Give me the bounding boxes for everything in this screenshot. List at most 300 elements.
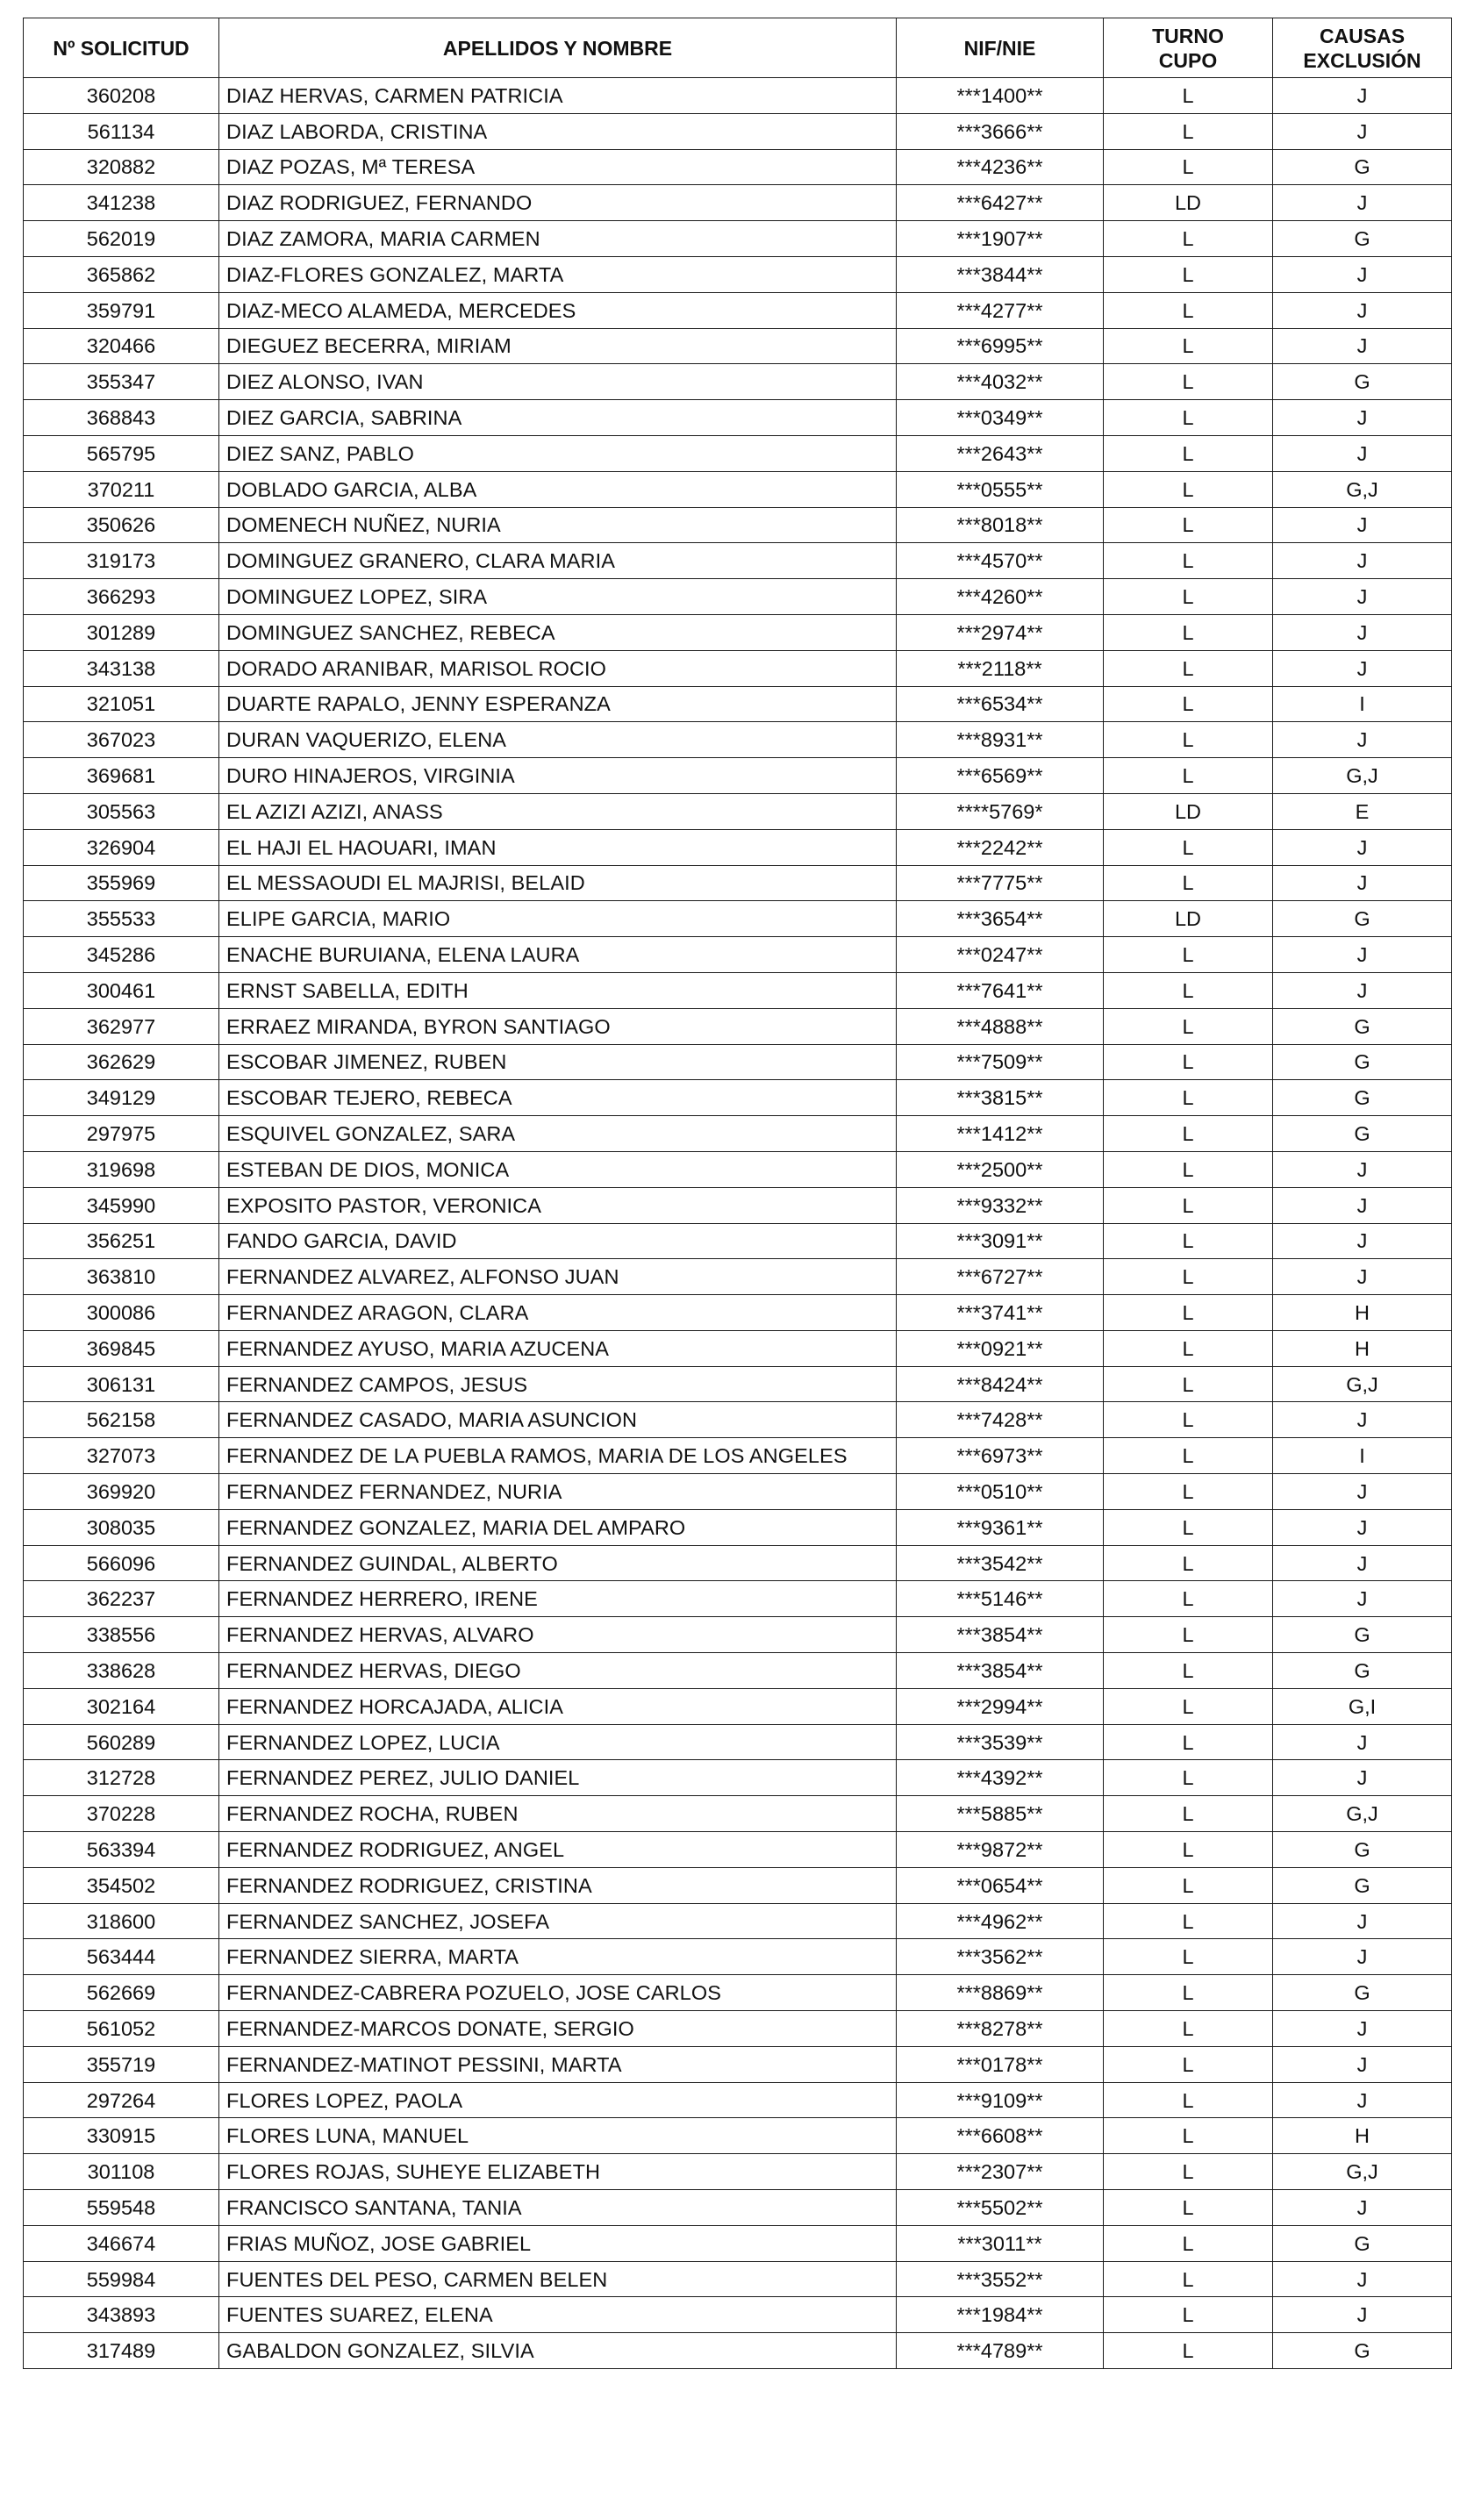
cell-causas: G [1273, 1975, 1452, 2011]
cell-causas: G [1273, 221, 1452, 257]
cell-nombre: DIEGUEZ BECERRA, MIRIAM [219, 328, 897, 364]
cell-turno: L [1104, 1903, 1273, 1939]
cell-causas: J [1273, 614, 1452, 650]
table-row [24, 256, 1452, 292]
cell-causas: J [1273, 579, 1452, 615]
cell-nombre: DOMINGUEZ GRANERO, CLARA MARIA [219, 543, 897, 579]
cell-solicitud: 356251 [24, 1223, 219, 1259]
cell-solicitud: 305563 [24, 793, 219, 829]
cell-turno: L [1104, 1796, 1273, 1832]
cell-turno: L [1104, 1151, 1273, 1187]
table-row [24, 2011, 1452, 2047]
cell-solicitud: 368843 [24, 400, 219, 436]
cell-nombre: FERNANDEZ DE LA PUEBLA RAMOS, MARIA DE LOS ANGELES [219, 1438, 897, 1474]
cell-causas: J [1273, 1151, 1452, 1187]
cell-turno: L [1104, 2333, 1273, 2369]
cell-nif: ***8869** [897, 1975, 1104, 2011]
cell-nif: ***4260** [897, 579, 1104, 615]
cell-solicitud: 559548 [24, 2190, 219, 2226]
cell-nif: ***5885** [897, 1796, 1104, 1832]
cell-nif: ***3552** [897, 2261, 1104, 2297]
cell-nombre: FERNANDEZ SANCHEZ, JOSEFA [219, 1903, 897, 1939]
cell-causas: J [1273, 113, 1452, 149]
table-row [24, 2154, 1452, 2190]
cell-causas: J [1273, 1760, 1452, 1796]
cell-nif: ***4570** [897, 543, 1104, 579]
cell-turno: L [1104, 2297, 1273, 2333]
table-row [24, 579, 1452, 615]
cell-nif: ***0247** [897, 937, 1104, 973]
cell-solicitud: 354502 [24, 1867, 219, 1903]
cell-nif: ***3844** [897, 256, 1104, 292]
table-body [24, 78, 1452, 2369]
cell-nombre: DORADO ARANIBAR, MARISOL ROCIO [219, 650, 897, 686]
cell-nif: ***2242** [897, 829, 1104, 865]
cell-causas: J [1273, 1939, 1452, 1975]
cell-turno: L [1104, 292, 1273, 328]
cell-solicitud: 297264 [24, 2082, 219, 2118]
cell-causas: H [1273, 1330, 1452, 1366]
cell-nif: ***3542** [897, 1545, 1104, 1581]
cell-nif: ***1984** [897, 2297, 1104, 2333]
cell-solicitud: 360208 [24, 78, 219, 114]
cell-causas: J [1273, 1223, 1452, 1259]
cell-causas: J [1273, 972, 1452, 1008]
header-turno-cupo [1104, 18, 1273, 78]
cell-nif: ***2500** [897, 1151, 1104, 1187]
cell-solicitud: 306131 [24, 1366, 219, 1402]
cell-turno: L [1104, 865, 1273, 901]
cell-nif: ***6534** [897, 686, 1104, 722]
cell-causas: J [1273, 1402, 1452, 1438]
cell-nif: ***7775** [897, 865, 1104, 901]
cell-nif: ***3815** [897, 1080, 1104, 1116]
cell-nombre: ENACHE BURUIANA, ELENA LAURA [219, 937, 897, 973]
cell-causas: G [1273, 1044, 1452, 1080]
cell-solicitud: 350626 [24, 507, 219, 543]
cell-causas: J [1273, 2297, 1452, 2333]
cell-causas: G [1273, 1116, 1452, 1152]
cell-turno: L [1104, 328, 1273, 364]
cell-turno: L [1104, 2154, 1273, 2190]
cell-nombre: FERNANDEZ HORCAJADA, ALICIA [219, 1688, 897, 1724]
table-row [24, 1617, 1452, 1653]
exclusion-table [23, 18, 1452, 2369]
cell-turno: LD [1104, 793, 1273, 829]
table-row [24, 1330, 1452, 1366]
cell-solicitud: 312728 [24, 1760, 219, 1796]
table-row [24, 1688, 1452, 1724]
cell-solicitud: 562158 [24, 1402, 219, 1438]
cell-nif: ***4236** [897, 149, 1104, 185]
cell-solicitud: 343138 [24, 650, 219, 686]
cell-nif: ***3654** [897, 901, 1104, 937]
cell-nombre: FERNANDEZ AYUSO, MARIA AZUCENA [219, 1330, 897, 1366]
table-row [24, 149, 1452, 185]
cell-nombre: FERNANDEZ LOPEZ, LUCIA [219, 1724, 897, 1760]
table-row [24, 113, 1452, 149]
cell-solicitud: 359791 [24, 292, 219, 328]
cell-nombre: ERNST SABELLA, EDITH [219, 972, 897, 1008]
table-row [24, 1402, 1452, 1438]
table-row [24, 221, 1452, 257]
cell-solicitud: 355533 [24, 901, 219, 937]
cell-nif: ***6569** [897, 758, 1104, 794]
table-row [24, 2046, 1452, 2082]
cell-nombre: ESTEBAN DE DIOS, MONICA [219, 1151, 897, 1187]
cell-solicitud: 319173 [24, 543, 219, 579]
cell-turno: L [1104, 1402, 1273, 1438]
cell-turno: L [1104, 758, 1273, 794]
cell-causas: G,J [1273, 758, 1452, 794]
cell-turno: LD [1104, 901, 1273, 937]
table-row [24, 1832, 1452, 1868]
cell-nif: ***3741** [897, 1295, 1104, 1331]
table-row [24, 1438, 1452, 1474]
cell-turno: L [1104, 543, 1273, 579]
cell-solicitud: 317489 [24, 2333, 219, 2369]
cell-solicitud: 297975 [24, 1116, 219, 1152]
cell-nombre: DIAZ POZAS, Mª TERESA [219, 149, 897, 185]
cell-nif: ***6995** [897, 328, 1104, 364]
cell-causas: G [1273, 2333, 1452, 2369]
cell-nombre: ESCOBAR TEJERO, REBECA [219, 1080, 897, 1116]
cell-causas: G,J [1273, 1366, 1452, 1402]
cell-causas: G [1273, 1008, 1452, 1044]
cell-nombre: FERNANDEZ ARAGON, CLARA [219, 1295, 897, 1331]
cell-causas: J [1273, 1474, 1452, 1510]
cell-nif: ***3091** [897, 1223, 1104, 1259]
cell-nombre: FERNANDEZ ALVAREZ, ALFONSO JUAN [219, 1259, 897, 1295]
cell-turno: L [1104, 2190, 1273, 2226]
cell-nombre: FERNANDEZ CASADO, MARIA ASUNCION [219, 1402, 897, 1438]
cell-turno: L [1104, 2011, 1273, 2047]
cell-turno: L [1104, 1724, 1273, 1760]
cell-turno: L [1104, 2082, 1273, 2118]
cell-nif: ***6973** [897, 1438, 1104, 1474]
cell-nombre: DIEZ SANZ, PABLO [219, 435, 897, 471]
cell-solicitud: 561052 [24, 2011, 219, 2047]
cell-nombre: DIAZ LABORDA, CRISTINA [219, 113, 897, 149]
cell-turno: L [1104, 937, 1273, 973]
cell-solicitud: 301108 [24, 2154, 219, 2190]
cell-causas: J [1273, 1724, 1452, 1760]
cell-nombre: EL HAJI EL HAOUARI, IMAN [219, 829, 897, 865]
table-row [24, 471, 1452, 507]
cell-nombre: DURAN VAQUERIZO, ELENA [219, 722, 897, 758]
cell-causas: H [1273, 1295, 1452, 1331]
table-row [24, 901, 1452, 937]
cell-solicitud: 369845 [24, 1330, 219, 1366]
cell-causas: G [1273, 149, 1452, 185]
cell-nombre: FERNANDEZ CAMPOS, JESUS [219, 1366, 897, 1402]
cell-nif: ***6727** [897, 1259, 1104, 1295]
table-row [24, 650, 1452, 686]
table-row [24, 1044, 1452, 1080]
table-row [24, 435, 1452, 471]
table-row [24, 328, 1452, 364]
table-row [24, 1509, 1452, 1545]
table-row [24, 1008, 1452, 1044]
cell-causas: J [1273, 865, 1452, 901]
cell-solicitud: 365862 [24, 256, 219, 292]
cell-solicitud: 321051 [24, 686, 219, 722]
table-row [24, 1975, 1452, 2011]
cell-turno: L [1104, 113, 1273, 149]
cell-solicitud: 320882 [24, 149, 219, 185]
cell-turno: L [1104, 1116, 1273, 1152]
cell-causas: J [1273, 650, 1452, 686]
cell-nif: ***2994** [897, 1688, 1104, 1724]
table-row [24, 292, 1452, 328]
cell-nombre: FUENTES DEL PESO, CARMEN BELEN [219, 2261, 897, 2297]
cell-nombre: DUARTE RAPALO, JENNY ESPERANZA [219, 686, 897, 722]
cell-turno: L [1104, 614, 1273, 650]
cell-nif: ***9872** [897, 1832, 1104, 1868]
table-row [24, 722, 1452, 758]
table-header [24, 18, 1452, 78]
cell-turno: L [1104, 1080, 1273, 1116]
cell-solicitud: 346674 [24, 2225, 219, 2261]
cell-solicitud: 319698 [24, 1151, 219, 1187]
header-causas-label: CAUSAS [1319, 24, 1406, 47]
cell-turno: L [1104, 1330, 1273, 1366]
header-nombre-label: APELLIDOS Y NOMBRE [442, 36, 673, 60]
table-row [24, 364, 1452, 400]
cell-nombre: EXPOSITO PASTOR, VERONICA [219, 1187, 897, 1223]
cell-turno: L [1104, 1187, 1273, 1223]
cell-nombre: FLORES LOPEZ, PAOLA [219, 2082, 897, 2118]
cell-nombre: ESCOBAR JIMENEZ, RUBEN [219, 1044, 897, 1080]
cell-causas: J [1273, 1259, 1452, 1295]
cell-nif: ***2643** [897, 435, 1104, 471]
cell-solicitud: 318600 [24, 1903, 219, 1939]
cell-nombre: ERRAEZ MIRANDA, BYRON SANTIAGO [219, 1008, 897, 1044]
cell-turno: L [1104, 1653, 1273, 1689]
cell-nif: ***4888** [897, 1008, 1104, 1044]
cell-causas: I [1273, 686, 1452, 722]
cell-turno: L [1104, 1259, 1273, 1295]
cell-nombre: FERNANDEZ SIERRA, MARTA [219, 1939, 897, 1975]
cell-causas: I [1273, 1438, 1452, 1474]
table-row [24, 2261, 1452, 2297]
cell-turno: L [1104, 1295, 1273, 1331]
cell-causas: G [1273, 1653, 1452, 1689]
cell-turno: L [1104, 1044, 1273, 1080]
cell-turno: L [1104, 1545, 1273, 1581]
cell-nif: ***0510** [897, 1474, 1104, 1510]
cell-solicitud: 349129 [24, 1080, 219, 1116]
cell-solicitud: 566096 [24, 1545, 219, 1581]
cell-causas: J [1273, 2011, 1452, 2047]
cell-nif: ***7428** [897, 1402, 1104, 1438]
cell-turno: L [1104, 1617, 1273, 1653]
cell-turno: L [1104, 1366, 1273, 1402]
cell-nombre: FERNANDEZ GONZALEZ, MARIA DEL AMPARO [219, 1509, 897, 1545]
cell-turno: L [1104, 1581, 1273, 1617]
cell-nombre: DIAZ RODRIGUEZ, FERNANDO [219, 185, 897, 221]
cell-nif: ***0349** [897, 400, 1104, 436]
header-turno-label: TURNO [1152, 24, 1224, 47]
cell-turno: L [1104, 722, 1273, 758]
cell-causas: J [1273, 78, 1452, 114]
cell-solicitud: 326904 [24, 829, 219, 865]
cell-nif: ***1907** [897, 221, 1104, 257]
table-row [24, 1581, 1452, 1617]
cell-turno: L [1104, 829, 1273, 865]
table-row [24, 2225, 1452, 2261]
cell-nombre: FUENTES SUAREZ, ELENA [219, 2297, 897, 2333]
cell-nif: ***0555** [897, 471, 1104, 507]
table-row [24, 1116, 1452, 1152]
table-row [24, 1867, 1452, 1903]
table-row [24, 1474, 1452, 1510]
cell-causas: J [1273, 435, 1452, 471]
cell-nif: ***0921** [897, 1330, 1104, 1366]
cell-nombre: FERNANDEZ ROCHA, RUBEN [219, 1796, 897, 1832]
cell-nombre: FLORES ROJAS, SUHEYE ELIZABETH [219, 2154, 897, 2190]
table-row [24, 1223, 1452, 1259]
header-row [24, 18, 1452, 78]
table-row [24, 865, 1452, 901]
cell-solicitud: 363810 [24, 1259, 219, 1295]
cell-nombre: FERNANDEZ HERRERO, IRENE [219, 1581, 897, 1617]
cell-causas: J [1273, 1509, 1452, 1545]
cell-nif: ***4392** [897, 1760, 1104, 1796]
cell-solicitud: 301289 [24, 614, 219, 650]
cell-turno: L [1104, 2261, 1273, 2297]
cell-nombre: DIAZ ZAMORA, MARIA CARMEN [219, 221, 897, 257]
cell-nif: ***8018** [897, 507, 1104, 543]
cell-causas: J [1273, 185, 1452, 221]
cell-causas: G [1273, 901, 1452, 937]
cell-causas: G,J [1273, 1796, 1452, 1832]
cell-turno: L [1104, 1832, 1273, 1868]
cell-nombre: DIAZ-MECO ALAMEDA, MERCEDES [219, 292, 897, 328]
cell-nombre: FERNANDEZ HERVAS, ALVARO [219, 1617, 897, 1653]
cell-causas: J [1273, 400, 1452, 436]
table-row [24, 686, 1452, 722]
cell-turno: L [1104, 2118, 1273, 2154]
cell-nombre: DOMINGUEZ SANCHEZ, REBECA [219, 614, 897, 650]
table-row [24, 1259, 1452, 1295]
cell-turno: L [1104, 650, 1273, 686]
cell-nombre: FANDO GARCIA, DAVID [219, 1223, 897, 1259]
table-row [24, 1903, 1452, 1939]
cell-causas: J [1273, 2082, 1452, 2118]
cell-causas: J [1273, 543, 1452, 579]
cell-solicitud: 562669 [24, 1975, 219, 2011]
cell-solicitud: 343893 [24, 2297, 219, 2333]
cell-nif: ***6427** [897, 185, 1104, 221]
cell-solicitud: 366293 [24, 579, 219, 615]
cell-causas: J [1273, 1903, 1452, 1939]
cell-nif: ***3011** [897, 2225, 1104, 2261]
cell-turno: L [1104, 2225, 1273, 2261]
header-nif [897, 18, 1104, 78]
cell-nombre: ELIPE GARCIA, MARIO [219, 901, 897, 937]
cell-turno: L [1104, 1474, 1273, 1510]
cell-nif: ***2974** [897, 614, 1104, 650]
cell-nombre: FERNANDEZ-MATINOT PESSINI, MARTA [219, 2046, 897, 2082]
cell-turno: L [1104, 972, 1273, 1008]
cell-solicitud: 341238 [24, 185, 219, 221]
cell-nombre: DOMENECH NUÑEZ, NURIA [219, 507, 897, 543]
table-row [24, 400, 1452, 436]
table-row [24, 1366, 1452, 1402]
cell-causas: J [1273, 722, 1452, 758]
cell-nombre: DOBLADO GARCIA, ALBA [219, 471, 897, 507]
cell-solicitud: 560289 [24, 1724, 219, 1760]
cell-nombre: GABALDON GONZALEZ, SILVIA [219, 2333, 897, 2369]
cell-turno: L [1104, 1008, 1273, 1044]
cell-turno: L [1104, 1223, 1273, 1259]
table-row [24, 1796, 1452, 1832]
table-row [24, 1187, 1452, 1223]
table-row [24, 185, 1452, 221]
cell-nif: ***9361** [897, 1509, 1104, 1545]
cell-turno: L [1104, 471, 1273, 507]
header-cupo-label: CUPO [1158, 48, 1218, 72]
cell-causas: J [1273, 2261, 1452, 2297]
cell-causas: J [1273, 256, 1452, 292]
cell-turno: L [1104, 1509, 1273, 1545]
table-row [24, 1653, 1452, 1689]
header-solicitud [24, 18, 219, 78]
cell-causas: G [1273, 364, 1452, 400]
cell-nif: ****5769* [897, 793, 1104, 829]
cell-nif: ***0654** [897, 1867, 1104, 1903]
cell-solicitud: 561134 [24, 113, 219, 149]
cell-solicitud: 327073 [24, 1438, 219, 1474]
cell-nombre: DIEZ GARCIA, SABRINA [219, 400, 897, 436]
cell-turno: L [1104, 1975, 1273, 2011]
cell-nif: ***8424** [897, 1366, 1104, 1402]
cell-nombre: FERNANDEZ HERVAS, DIEGO [219, 1653, 897, 1689]
cell-causas: J [1273, 829, 1452, 865]
cell-solicitud: 369920 [24, 1474, 219, 1510]
cell-causas: H [1273, 2118, 1452, 2154]
table-row [24, 937, 1452, 973]
cell-nif: ***7641** [897, 972, 1104, 1008]
cell-turno: L [1104, 579, 1273, 615]
cell-nif: ***3854** [897, 1617, 1104, 1653]
cell-solicitud: 345990 [24, 1187, 219, 1223]
cell-turno: L [1104, 364, 1273, 400]
cell-nif: ***5146** [897, 1581, 1104, 1617]
table-row [24, 1760, 1452, 1796]
cell-nif: ***5502** [897, 2190, 1104, 2226]
cell-turno: L [1104, 1867, 1273, 1903]
cell-solicitud: 362629 [24, 1044, 219, 1080]
cell-nif: ***4962** [897, 1903, 1104, 1939]
cell-nombre: DIAZ HERVAS, CARMEN PATRICIA [219, 78, 897, 114]
table-row [24, 2118, 1452, 2154]
cell-solicitud: 362237 [24, 1581, 219, 1617]
header-exclusion-label: EXCLUSIÓN [1303, 48, 1421, 72]
cell-nif: ***4032** [897, 364, 1104, 400]
cell-causas: J [1273, 1545, 1452, 1581]
cell-solicitud: 355347 [24, 364, 219, 400]
table-row [24, 1295, 1452, 1331]
cell-turno: L [1104, 435, 1273, 471]
table-row [24, 2190, 1452, 2226]
cell-nif: ***3539** [897, 1724, 1104, 1760]
header-causas-exclusion [1273, 18, 1452, 78]
cell-nif: ***4277** [897, 292, 1104, 328]
cell-nif: ***9109** [897, 2082, 1104, 2118]
cell-causas: J [1273, 2046, 1452, 2082]
